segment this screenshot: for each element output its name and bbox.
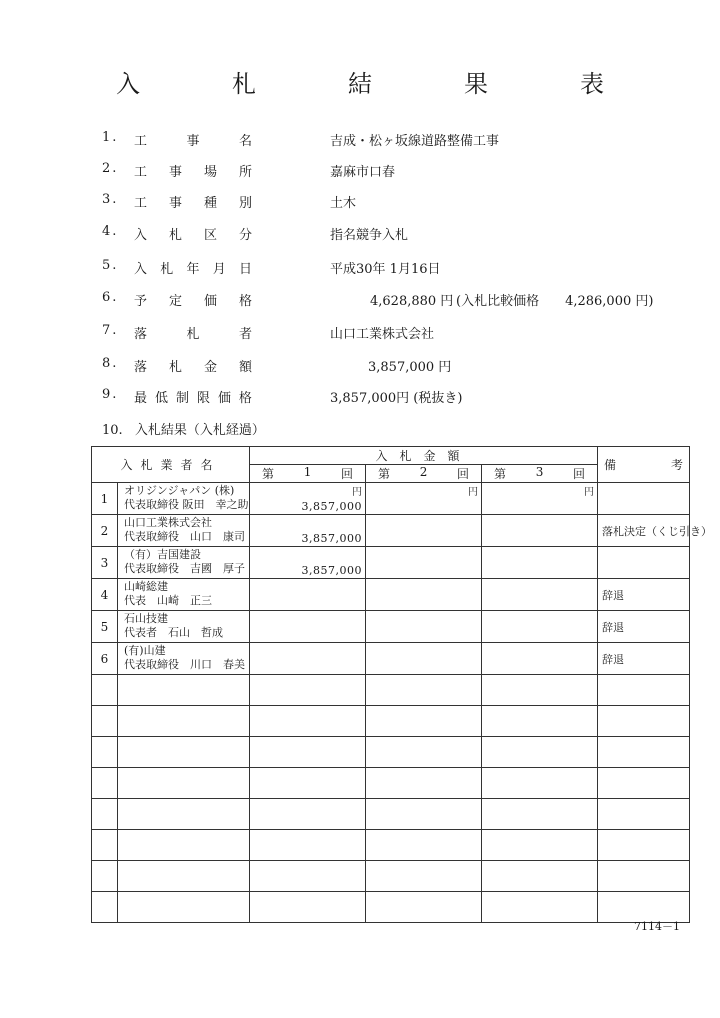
info-label-char: 落 [134, 327, 148, 342]
info-label-char: 種 [203, 196, 217, 211]
representative-name: 代表取締役 山口 康司 [124, 530, 245, 543]
header-round-2: 第 2 回 [366, 465, 482, 483]
empty-table-row [92, 768, 690, 799]
info-label-char: 制 [175, 391, 189, 406]
page-title: 入 札 結 果 表 [116, 70, 638, 98]
bid-amount-round-2 [366, 611, 482, 643]
info-value: 土木 [330, 196, 357, 211]
empty-table-row [92, 799, 690, 830]
bid-amount-round-1 [250, 515, 366, 547]
empty-cell [482, 675, 598, 706]
empty-cell [92, 892, 118, 923]
section-10-number: 10. [102, 423, 123, 438]
empty-cell [598, 830, 690, 861]
remarks-cell: 辞退 [598, 579, 690, 611]
empty-cell [250, 861, 366, 892]
representative-name: 代表取締役 吉國 厚子 [124, 562, 245, 575]
empty-cell [482, 706, 598, 737]
empty-table-row [92, 892, 690, 923]
empty-cell [92, 737, 118, 768]
info-label-char: 額 [238, 360, 252, 375]
empty-cell [482, 861, 598, 892]
bidder-cell [118, 547, 250, 579]
company-name: 石山技建 [124, 612, 168, 625]
info-number: 9. [102, 387, 119, 402]
header-bid-amount: 入札金額 [250, 447, 598, 465]
info-row [0, 130, 720, 152]
empty-cell [366, 706, 482, 737]
info-number: 1. [102, 130, 119, 145]
header-remarks-char-1: 備 [604, 458, 617, 472]
empty-cell [118, 737, 250, 768]
yen-unit: 円 [584, 487, 595, 498]
info-value: 山口工業株式会社 [330, 327, 435, 342]
bid-amount-round-3 [482, 483, 598, 515]
empty-cell [482, 768, 598, 799]
bid-amount-round-3 [482, 547, 598, 579]
table-row [92, 483, 690, 515]
company-name: 山崎総建 [124, 580, 168, 593]
bid-amount-round-1 [250, 643, 366, 675]
info-number: 6. [102, 290, 119, 305]
empty-cell [92, 861, 118, 892]
empty-cell [366, 892, 482, 923]
bid-amount-value: 3,857,000 [301, 500, 363, 513]
info-label-char: 入 [134, 228, 148, 243]
row-number: 4 [92, 579, 118, 611]
info-value: 3,857,000円 (税抜き) [330, 391, 463, 406]
empty-cell [118, 861, 250, 892]
bid-amount-round-3 [482, 579, 598, 611]
empty-cell [250, 737, 366, 768]
bid-amount-round-2 [366, 643, 482, 675]
info-label-char: 最 [134, 391, 148, 406]
info-label-char: 年 [186, 262, 200, 277]
row-number: 1 [92, 483, 118, 515]
document-code: 7114－1 [634, 920, 680, 933]
empty-cell [118, 768, 250, 799]
company-name: オリジンジャパン (株) [124, 484, 235, 497]
info-label-char: 札 [186, 327, 200, 342]
empty-cell [366, 737, 482, 768]
info-label-char: 価 [203, 294, 217, 309]
empty-cell [482, 799, 598, 830]
table-row [92, 611, 690, 643]
info-row [0, 387, 720, 409]
empty-table-row [92, 861, 690, 892]
empty-cell [366, 830, 482, 861]
bidder-cell [118, 579, 250, 611]
bid-amount-round-1 [250, 483, 366, 515]
header-round-1: 第 1 回 [250, 465, 366, 483]
info-label-char: 定 [168, 294, 182, 309]
info-row [0, 290, 720, 312]
section-10-label: 入札結果（入札経過） [134, 423, 265, 438]
info-label-char: 金 [203, 360, 217, 375]
empty-table-row [92, 706, 690, 737]
info-value: 指名競争入札 [330, 228, 409, 243]
empty-cell [598, 768, 690, 799]
empty-cell [482, 830, 598, 861]
bid-amount-round-3 [482, 643, 598, 675]
empty-cell [250, 799, 366, 830]
info-label-char: 格 [238, 391, 252, 406]
info-label [134, 323, 252, 342]
empty-cell [118, 799, 250, 830]
header-remarks-char-2: 考 [671, 458, 684, 472]
table-row [92, 579, 690, 611]
info-label [134, 130, 252, 149]
empty-cell [118, 830, 250, 861]
empty-cell [366, 675, 482, 706]
info-number: 4. [102, 224, 119, 239]
empty-cell [250, 830, 366, 861]
info-label [134, 387, 252, 406]
bid-amount-value: 3,857,000 [301, 532, 363, 545]
empty-cell [250, 768, 366, 799]
info-row [0, 161, 720, 183]
info-number: 8. [102, 356, 119, 371]
info-label-char: 区 [203, 228, 217, 243]
empty-cell [118, 706, 250, 737]
bid-amount-round-2 [366, 547, 482, 579]
bid-amount-round-3 [482, 611, 598, 643]
info-row [0, 224, 720, 246]
empty-cell [366, 861, 482, 892]
remarks-cell [598, 483, 690, 515]
bidder-cell [118, 611, 250, 643]
info-label-char: 所 [238, 165, 252, 180]
bid-amount-round-2 [366, 515, 482, 547]
row-number: 3 [92, 547, 118, 579]
info-value: 平成30年 1月16日 [330, 262, 441, 277]
info-label-char: 場 [203, 165, 217, 180]
bid-amount-round-2 [366, 579, 482, 611]
empty-cell [366, 768, 482, 799]
section-10-heading [102, 419, 273, 438]
info-row [0, 192, 720, 214]
info-label-char: 価 [217, 391, 231, 406]
empty-cell [482, 737, 598, 768]
info-label-char: 格 [238, 294, 252, 309]
representative-name: 代表取締役 川口 春美 [124, 658, 245, 671]
table-row [92, 643, 690, 675]
bidder-cell [118, 515, 250, 547]
info-value: 3,857,000 円 [368, 360, 452, 375]
info-label-char: 事 [168, 165, 182, 180]
bid-amount-round-2 [366, 483, 482, 515]
header-remarks [598, 447, 690, 483]
empty-cell [250, 892, 366, 923]
info-label-char: 事 [186, 134, 200, 149]
info-label-char: 名 [238, 134, 252, 149]
info-row [0, 258, 720, 280]
info-label-char: 札 [168, 228, 182, 243]
empty-cell [250, 675, 366, 706]
empty-cell [598, 737, 690, 768]
info-label-char: 札 [160, 262, 174, 277]
info-number: 7. [102, 323, 119, 338]
remarks-cell: 辞退 [598, 611, 690, 643]
bid-amount-round-1 [250, 547, 366, 579]
header-round-3: 第 3 回 [482, 465, 598, 483]
empty-cell [92, 830, 118, 861]
company-name: 山口工業株式会社 [124, 516, 212, 529]
representative-name: 代表 山崎 正三 [124, 594, 212, 607]
company-name: (有)山建 [124, 644, 166, 657]
info-label-char: 工 [134, 134, 148, 149]
info-label-char: 分 [238, 228, 252, 243]
info-row [0, 323, 720, 345]
info-label [134, 290, 252, 309]
empty-cell [118, 675, 250, 706]
remarks-cell: 落札決定（くじ引き） [598, 515, 690, 547]
empty-cell [250, 706, 366, 737]
info-label-char: 事 [168, 196, 182, 211]
info-label-char: 者 [238, 327, 252, 342]
representative-name: 代表取締役 阪田 幸之助 [124, 498, 249, 511]
empty-cell [598, 861, 690, 892]
info-number: 3. [102, 192, 119, 207]
empty-cell [598, 675, 690, 706]
table-row [92, 547, 690, 579]
empty-cell [118, 892, 250, 923]
empty-cell [92, 768, 118, 799]
info-label-char: 限 [196, 391, 210, 406]
info-label [134, 224, 252, 243]
info-label [134, 356, 252, 375]
row-number: 5 [92, 611, 118, 643]
bid-results-table [91, 446, 713, 923]
info-value-secondary: (入札比較価格 4,286,000 円) [456, 294, 654, 309]
info-label-char: 工 [134, 165, 148, 180]
empty-cell [92, 799, 118, 830]
info-label-char: 予 [134, 294, 148, 309]
bid-amount-value: 3,857,000 [301, 564, 363, 577]
yen-unit: 円 [468, 487, 479, 498]
info-label-char: 月 [212, 262, 226, 277]
info-label-char: 入 [134, 262, 148, 277]
empty-table-row [92, 737, 690, 768]
info-value: 嘉麻市口春 [330, 165, 396, 180]
table-row [92, 515, 690, 547]
remarks-cell [598, 547, 690, 579]
info-number: 2. [102, 161, 119, 176]
info-number: 5. [102, 258, 119, 273]
bid-amount-round-1 [250, 611, 366, 643]
info-label-char: 工 [134, 196, 148, 211]
empty-table-row [92, 830, 690, 861]
bid-amount-round-1 [250, 579, 366, 611]
info-label-char: 低 [154, 391, 168, 406]
info-label [134, 161, 252, 180]
company-name: （有）吉国建設 [124, 548, 201, 561]
info-label-char: 日 [238, 262, 252, 277]
info-label-char: 落 [134, 360, 148, 375]
empty-cell [92, 706, 118, 737]
info-label-char: 別 [238, 196, 252, 211]
header-bidder-name: 入札業者名 [92, 447, 250, 483]
info-row [0, 356, 720, 378]
info-label-char: 札 [168, 360, 182, 375]
empty-cell [92, 675, 118, 706]
bid-amount-round-3 [482, 515, 598, 547]
info-value: 4,628,880 円 [370, 294, 454, 309]
bidder-cell [118, 643, 250, 675]
info-value: 吉成・松ヶ坂線道路整備工事 [330, 134, 500, 149]
representative-name: 代表者 石山 哲成 [124, 626, 223, 639]
yen-unit: 円 [352, 487, 363, 498]
bidder-cell [118, 483, 250, 515]
empty-table-row [92, 675, 690, 706]
empty-cell [598, 706, 690, 737]
empty-cell [598, 799, 690, 830]
remarks-cell: 辞退 [598, 643, 690, 675]
row-number: 2 [92, 515, 118, 547]
empty-cell [366, 799, 482, 830]
info-label [134, 192, 252, 211]
info-label [134, 258, 252, 277]
row-number: 6 [92, 643, 118, 675]
empty-cell [482, 892, 598, 923]
